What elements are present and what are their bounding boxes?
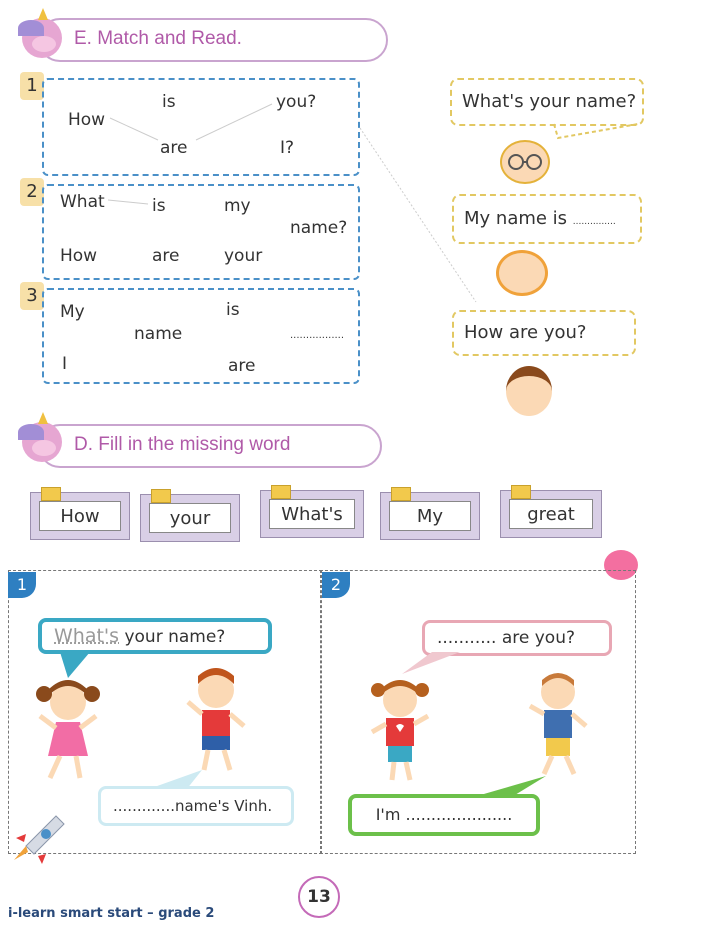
match-word: My <box>60 302 85 322</box>
group-3-number: 3 <box>20 282 44 310</box>
speech-bubble-question: ........... are you? <box>422 620 612 656</box>
match-word: name? <box>290 218 348 238</box>
unicorn-icon <box>22 422 62 462</box>
bubble-tail <box>548 122 648 142</box>
match-word: is <box>226 300 240 320</box>
match-word: name <box>134 324 183 344</box>
match-word: is <box>152 196 166 216</box>
match-word: are <box>152 246 180 266</box>
match-word: What <box>60 192 105 212</box>
section-d-title: D. Fill in the missing word <box>74 434 291 455</box>
girl-character <box>366 676 436 786</box>
word-bank-card: What's <box>260 490 364 538</box>
speech-bubble-answer: .............name's Vinh. <box>98 786 294 826</box>
speech-bubble: How are you? <box>452 310 636 356</box>
match-word: is <box>162 92 176 112</box>
boy-character <box>524 668 594 780</box>
answer-blank: ................. <box>290 330 345 341</box>
boy-face-icon <box>506 366 552 416</box>
word-bank-card: My <box>380 492 480 540</box>
book-title: i-learn smart start – grade 2 <box>8 906 215 921</box>
panel-1-number: 1 <box>8 572 36 598</box>
bubble-tail <box>402 652 462 676</box>
match-word: How <box>60 246 98 266</box>
speech-bubble: What's your name? <box>450 78 644 126</box>
girl-character <box>34 676 104 786</box>
match-word: are <box>160 138 188 158</box>
match-word: you? <box>276 92 317 112</box>
match-word: I? <box>280 138 295 158</box>
girl-pigtails-face-icon <box>496 250 548 296</box>
word-bank-card: How <box>30 492 130 540</box>
group-1-number: 1 <box>20 72 44 100</box>
word-bank-card: great <box>500 490 602 538</box>
speech-bubble: My name is ............... <box>452 194 642 244</box>
match-word: I <box>62 354 68 374</box>
group-2-number: 2 <box>20 178 44 206</box>
panel-2-number: 2 <box>322 572 350 598</box>
section-e-title: E. Match and Read. <box>74 28 242 49</box>
match-word: your <box>224 246 263 266</box>
page-number: 13 <box>298 876 340 918</box>
rocket-icon <box>6 808 72 870</box>
glasses-icon <box>504 152 546 172</box>
match-word: How <box>68 110 106 130</box>
word-bank-card: your <box>140 494 240 542</box>
filled-answer: What's <box>54 625 120 647</box>
boy-character <box>182 664 252 776</box>
speech-bubble-answer: I'm ..................... <box>348 794 540 836</box>
speech-bubble-question: What's your name? <box>38 618 272 654</box>
match-word: my <box>224 196 251 216</box>
match-word: are <box>228 356 256 376</box>
